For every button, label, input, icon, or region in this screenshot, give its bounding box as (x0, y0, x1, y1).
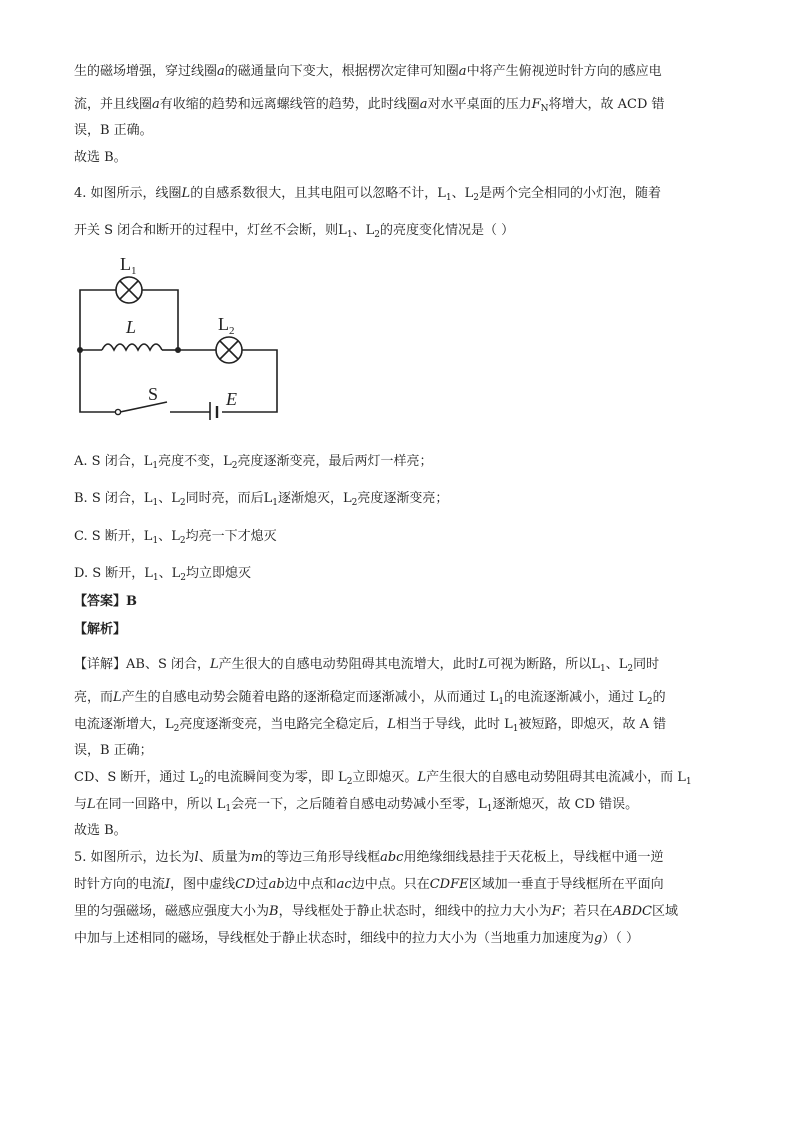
wire-bottom-left (80, 350, 116, 412)
lamp-l2-icon (216, 337, 242, 363)
q5-stem-line-2: 时针方向的电流I，图中虚线CD过ab边中点和ac边中点。只在CDFE区域加一垂直于导线框所在平面向 (74, 877, 664, 892)
lamp-l1-icon (116, 277, 142, 303)
q4-answer: 【答案】B (74, 594, 137, 609)
label-inductor: L (126, 317, 137, 337)
prev-solution-line-3: 误，B 正确。 (74, 123, 153, 138)
q4-option-a: A. S 闭合，$L_1$亮度不变，$L_2$亮度逐渐变亮，最后两灯一样亮； (74, 454, 433, 471)
switch-blade (120, 402, 167, 412)
q4-stem-line-1: 4. 如图所示，线圈L的自感系数很大，且其电阻可以忽略不计，$L_1$、$L_2$是两个完全相同的小灯泡，随着 (74, 186, 661, 203)
prev-solution-conclusion: 故选 B。 (74, 150, 127, 165)
q4-detail-line-1: 【详解】AB、S 闭合，L产生很大的自感电动势阻碍其电流增大，此时L可视为断路，所以$L_1$、$L_2$同时 (74, 657, 660, 674)
q5-stem-line-1: 5. 如图所示，边长为l、质量为m的等边三角形导线框abc用绝缘细线悬挂于天花板上，导线框中通一逆 (74, 850, 664, 865)
inductor-coil (102, 344, 162, 350)
wire-top-left (80, 290, 116, 350)
prev-solution-line-1: 生的磁场增强，穿过线圈a的磁通量向下变大，根据楞次定律可知圈a中将产生俯视逆时针方向的感应电 (74, 64, 662, 79)
q4-option-c: C. S 断开，$L_1$、$L_2$均亮一下才熄灭 (74, 529, 277, 546)
q4-option-d: D. S 断开，$L_1$、$L_2$均立即熄灭 (74, 566, 252, 583)
label-l1: $L_1$ (120, 254, 137, 277)
q5-stem-line-3: 里的匀强磁场，磁感应强度大小为B，导线框处于静止状态时，细线中的拉力大小为F；若只在ABDC区域 (74, 904, 678, 919)
q4-option-b: B. S 闭合，$L_1$、$L_2$同时亮，而后$L_1$逐渐熄灭，$L_2$亮度逐渐变亮； (74, 491, 449, 508)
junction-right (175, 347, 181, 353)
q4-detail-conclusion: 故选 B。 (74, 823, 127, 838)
circuit-diagram (70, 248, 290, 420)
wire-top-right (142, 290, 178, 350)
q4-detail-line-2: 亮，而L产生的自感电动势会随着电路的逐渐稳定而逐渐减小，从而通过 $L_1$的电流逐渐减小，通过 $L_2$的 (74, 690, 666, 707)
q4-detail-line-3: 电流逐渐增大，$L_2$亮度逐渐变亮，当电路完全稳定后，L相当于导线，此时 $L_1$被短路，即熄灭，故 A 错 (74, 717, 667, 734)
label-emf: E (226, 389, 237, 409)
label-l2: $L_2$ (218, 314, 235, 337)
label-switch: S (148, 384, 159, 404)
prev-solution-line-2: 流，并且线圈a有收缩的趋势和远离螺线管的趋势，此时线圈a对水平桌面的压力$F_N$将增大，故 ACD 错 (74, 97, 665, 114)
q4-analysis-heading: 【解析】 (74, 622, 127, 637)
q4-detail-line-5: CD、S 断开，通过 $L_2$的电流瞬间变为零，即 $L_2$立即熄灭。L产生很大的自感电动势阻碍其电流减小，而 $L_1$ (74, 770, 692, 787)
switch-contact (115, 409, 120, 414)
q5-stem-line-4: 中加与上述相同的磁场，导线框处于静止状态时，细线中的拉力大小为（当地重力加速度为g）（ ） (74, 931, 639, 946)
q4-stem-line-2: 开关 S 闭合和断开的过程中，灯丝不会断，则$L_1$、$L_2$的亮度变化情况是（ ） (74, 223, 515, 240)
junction-left (77, 347, 83, 353)
q4-detail-line-4: 误，B 正确； (74, 743, 153, 758)
q4-detail-line-6: 与L在同一回路中，所以 $L_1$会亮一下，之后随着自感电动势减小至零，$L_1$逐渐熄灭，故 CD 错误。 (74, 797, 639, 814)
